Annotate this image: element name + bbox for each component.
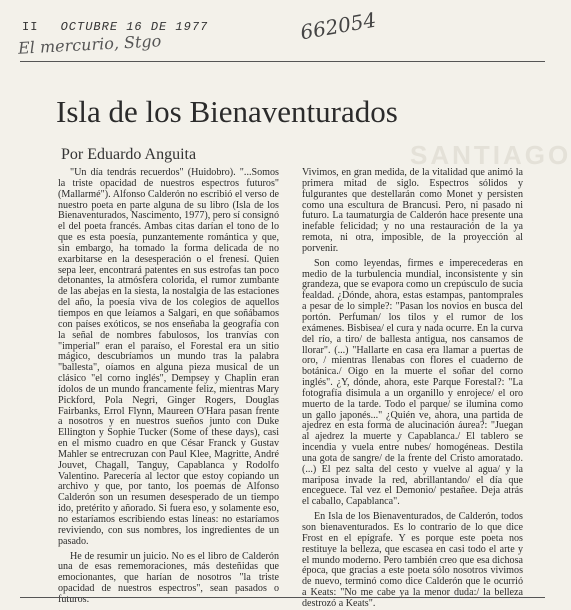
article-column-right (302, 167, 523, 609)
paragraph: He de resumir un juicio. No es el libro de Calderón una de esas rememoraciones, más desteñidas que emocionantes, que harían de nosotros "la triste opacidad de nuestros espectros", sean pasados o futuros. (58, 550, 279, 605)
paragraph: Son como leyendas, firmes e imperecederas en medio de la turbulencia mundial, inconsistente y sin grandeza, que se evapora como un crepúsculo de sucia fealdad. ¿Dónde, ahora, estas estampas, pantomprales a pesar de lo simple?: "Pasan los novios en busca del portón. Perfuman/ los tilos y el rumor de los exámenes. Bisbisea/ el cura y nada ocurre. En la curva del río, a tiro/ de ballesta antigua, nos cansamos de llorar". (...) "Hallarte en casa era llamar a puertas de oro, / mientras llenabas con flores el cuaderno de botánica./ Oigo en la muerte el soñar del corno inglés". ¿Y, dónde, ahora, este Parque Forestal?: "La fotografía disimula a un organillo y enrojece/ el oro muerto de la tarde. Todo el parque/ se ilumina como un gallo japonés..." ¿Quién ve, ahora, una partida de ajedrez en esta forma de alucinación áurea?: "Juegan al ajedrez la muerte y Capablanca./ El tablero se incendia y vuela entre nubes/ homogéneas. Destila una gota de sangre/ de la frente del Cristo amoratado. (...) El pez salta del cesto y vuelve al agua/ y la mariposa invade la red, abrillantando/ el día que enceguece. Tal vez el Demonio/ pestañee. Deja atrás el caballo, Capablanca". (302, 257, 523, 508)
handwritten-record-number: 662054 (298, 7, 378, 45)
stamp-watermark: SANTIAGO (410, 140, 571, 170)
article-column-left (58, 167, 279, 605)
page-header (22, 20, 208, 34)
paragraph: "Un día tendrás recuerdos" (Huidobro). "...Somos la triste opacidad de nuestros espectros futuros" (Mallarmé"). Alfonso Calderón no escribió el verso de nuestro poeta en parte alguna de su libro (Isla de los Bienaventurados, Nascimento, 1977), pero sí consignó el del poeta francés. Ambas citas darían el tono de lo que es esta poesía, punzantemente romántica y que, sin embargo, ha tomado la forma delicada de no exarbitarse en la desesperación o el frenesí. Quien sepa leer, encontrará patentes en sus estrofas tan poco detonantes, la atmósfera colorida, el rumor zumbante de las abejas en la siesta, la nostalgia de las estaciones del año, la poesía viva de los colegios de aquellos tiempos en que leíamos a Salgari, en que soñábamos con países exóticos, se nos enseñaba la geografía con la señal de nombres fabulosos, los tranvías con "imperial" eran el paraíso, el Forestal era un sitio mágico, descubríamos un mundo tras la palabra "ballesta", oíamos en alguna pieza musical de un clásico "el corno inglés", Dempsey y Chaplin eran ídolos de un mundo francamente feliz, mientras Mary Pickford, Pola Negri, Ginger Rogers, Douglas Fairbanks, Errol Flynn, Maureen O'Hara pasan frente a nosotros y en nuestros sueños junto con Duke Ellington y Sophie Tucker (Some of these days), casi en el mismo cuadro en que César Franck y Gustav Mahler se entrecruzan con Paul Klee, Magritte, André Jouvet, Chagall, Tanguy, Capablanca y Rodolfo Valentino. Parecería al lector que estoy copiando un archivo y que, por tanto, los poemas de Alfonso Calderón son un resumen desesperado de un tiempo ido, pretérito y añorado. Si fuera eso, y solamente eso, no estaríamos escribiendo estas líneas: no estaríamos reviviendo, con sus nombres, los ingredientes de un pasado. (58, 167, 279, 547)
page-number: II (22, 20, 39, 34)
article-title: Isla de los Bienaventurados (56, 94, 398, 129)
footer-rule (20, 597, 545, 598)
publication-date: OCTUBRE 16 DE 1977 (60, 20, 209, 34)
paragraph: En Isla de los Bienaventurados, de Calderón, todos son bienaventurados. Es lo contrario de lo que dice Frost en el epígrafe. Y es porque este poeta nos restituye la belleza, que escasea en casi todo el arte y el mundo moderno. Pero también creo que esa dichosa época, que gracias a este poeta sólo nosotros vivimos de nuevo, terminó como dice Calderón que le ocurrió a Keats: "No me cabe ya la menor duda:/ la belleza destrozó a Keats". (302, 511, 523, 609)
paragraph: Vivimos, en gran medida, de la vitalidad que animó la primera mitad de siglo. Espectros sólidos y fulgurantes que destellarán como Monet y persisten como una escultura de Brancusi. Pero, ni pasado ni futuro. La taumaturgia de Calderón hace presente una inefable felicidad; y no una restauración de la ya remota, ni otra, imposible, de la proyección al porvenir. (302, 167, 523, 254)
header-rule (20, 61, 545, 62)
handwritten-source-note: El mercurio, Stgo (17, 31, 162, 58)
article-byline: Por Eduardo Anguita (61, 146, 197, 163)
